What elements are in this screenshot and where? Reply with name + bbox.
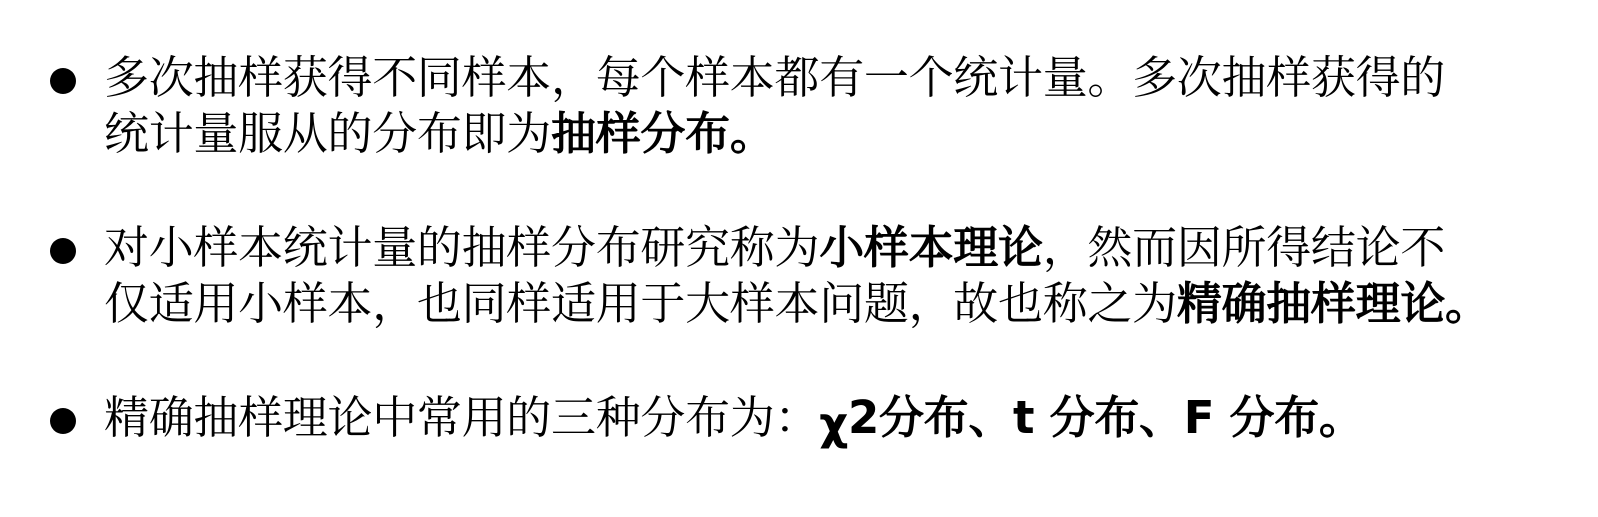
bullet-2-line-1-bold: 小样本理论	[819, 221, 1043, 274]
bullet-3-bold: 2分布、t 分布、F 分布。	[847, 391, 1364, 444]
bullet-1-line-2	[104, 106, 1584, 162]
bullet-2-line-1	[104, 220, 1584, 276]
bullet-1-line-2-bold: 抽样分布	[551, 107, 730, 160]
chi-symbol: χ	[819, 397, 848, 450]
bullet-dot-icon	[50, 68, 76, 94]
bullet-3-line-1	[104, 390, 1584, 450]
bullet-3-normal: 精确抽样理论中常用的三种分布为：	[104, 391, 820, 444]
bullet-dot-icon	[50, 238, 76, 264]
bullet-1-line-2-end: 。	[729, 107, 775, 160]
bullet-2-line-2	[104, 276, 1584, 332]
bullet-1-line-1: 多次抽样获得不同样本，每个样本都有一个统计量。多次抽样获得的	[104, 51, 1446, 104]
bullet-text-1	[104, 50, 1584, 162]
bullet-dot-icon	[50, 408, 76, 434]
bullet-2-line-2-normal: 仅适用小样本，也同样适用于大样本问题，故也称之为	[104, 277, 1177, 330]
bullet-2-line-2-bold: 精确抽样理论	[1176, 277, 1446, 330]
bullet-text-2	[104, 220, 1584, 332]
bullet-2-line-1-end: ，然而因所得结论不	[1042, 221, 1446, 274]
bullet-2-line-2-end: 。	[1445, 277, 1490, 330]
bullet-1-line-2-normal: 统计量服从的分布即为	[104, 107, 552, 160]
bullet-text-3	[104, 390, 1584, 450]
bullet-2-line-1-normal: 对小样本统计量的抽样分布研究称为	[104, 221, 820, 274]
